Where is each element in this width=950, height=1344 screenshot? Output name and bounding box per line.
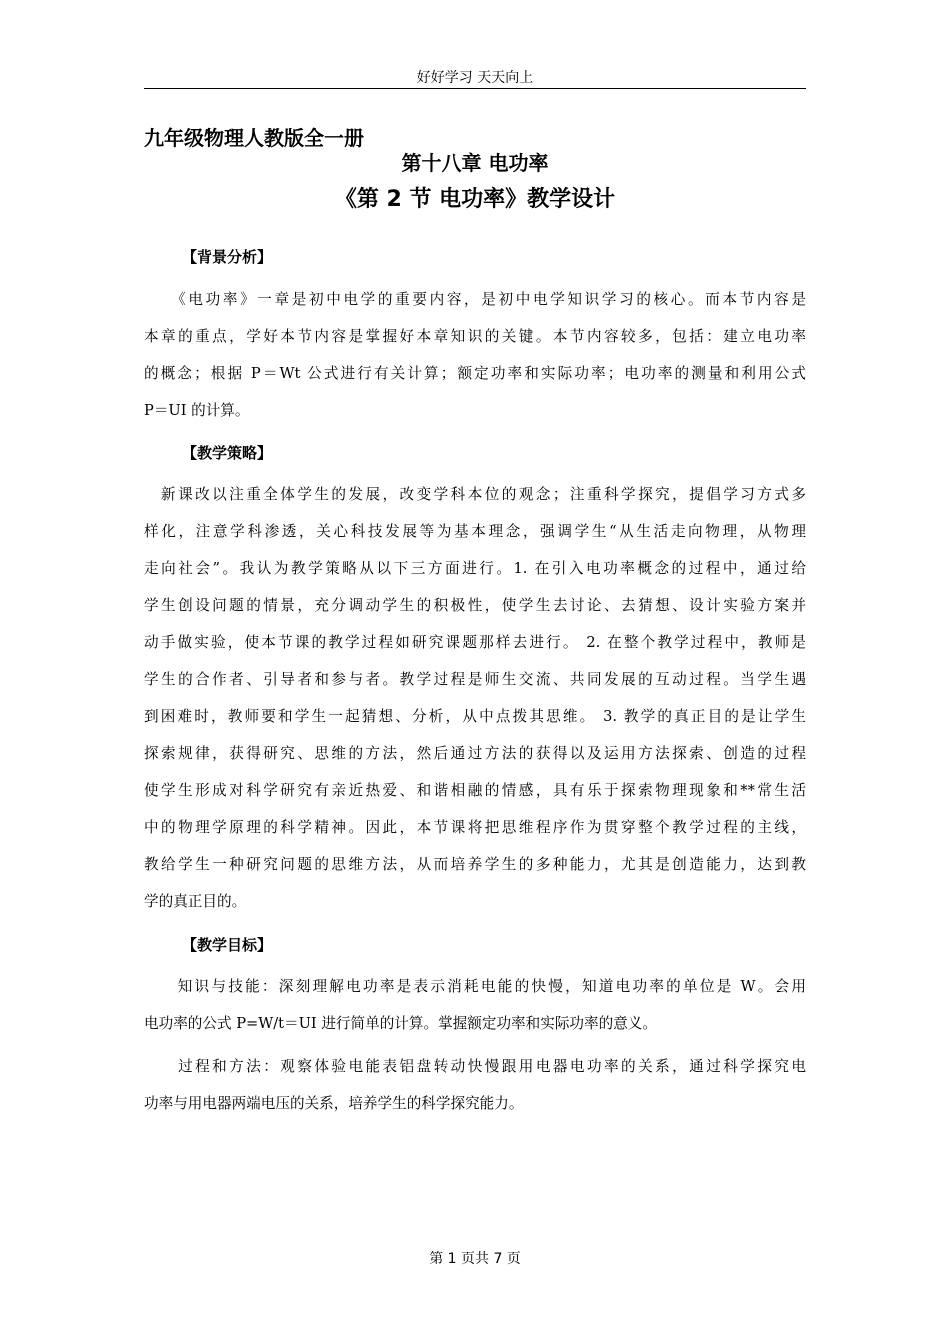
paragraph-line: 知识与技能：深刻理解电功率是表示消耗电能的快慢，知道电功率的单位是 W。会用	[144, 978, 806, 995]
lesson-title: 《第 2 节 电功率》教学设计	[334, 187, 616, 212]
paragraph-line: 中的物理学原理的科学精神。因此，本节课将把思维程序作为贯穿整个教学过程的主线，	[144, 819, 806, 836]
paragraph-line: 的概念；根据 P＝Wt 公式进行有关计算；额定功率和实际功率；电功率的测量和利用公式	[144, 365, 806, 382]
chapter-title: 第十八章 电功率	[401, 151, 549, 175]
objectives-process-paragraph	[144, 1048, 806, 1122]
strategy-paragraph	[144, 476, 806, 920]
objectives-knowledge-paragraph	[144, 968, 806, 1042]
paragraph-line: 学的真正目的。	[144, 893, 247, 910]
paragraph-line: 学生创设问题的情景，充分调动学生的积极性，使学生去讨论、去猜想、设计实验方案并	[144, 597, 806, 614]
paragraph-line: 功率与用电器两端电压的关系，培养学生的科学探究能力。	[144, 1095, 524, 1112]
paragraph-line: 电功率的公式 P=W/t＝UI 进行简单的计算。掌握额定功率和实际功率的意义。	[144, 1015, 657, 1032]
paragraph-line: 到困难时，教师要和学生一起猜想、分析，从中点拨其思维。 3. 教学的真正目的是让学生	[144, 708, 806, 725]
paragraph-line: 教给学生一种研究问题的思维方法，从而培养学生的多种能力，尤其是创造能力，达到教	[144, 856, 806, 873]
paragraph-line: 走向社会”。我认为教学策略从以下三方面进行。1. 在引入电功率概念的过程中，通过给	[144, 560, 806, 577]
paragraph-line: 动手做实验，使本节课的教学过程如研究课题那样去进行。 2. 在整个教学过程中，教师是	[144, 634, 806, 651]
book-title: 九年级物理人教版全一册	[144, 126, 364, 150]
paragraph-line: 本章的重点，学好本节内容是掌握好本章知识的关键。本节内容较多，包括：建立电功率	[144, 328, 806, 345]
paragraph-line: 使学生形成对科学研究有亲近热爱、和谐相融的情感，具有乐于探索物理现象和**常生活	[144, 782, 806, 799]
paragraph-line: 新课改以注重全体学生的发展，改变学科本位的观念；注重科学探究，提倡学习方式多	[144, 486, 806, 503]
paragraph-line: 《电功率》一章是初中电学的重要内容，是初中电学知识学习的核心。而本节内容是	[144, 291, 806, 308]
paragraph-line: P＝UI 的计算。	[144, 402, 250, 419]
background-paragraph	[144, 281, 806, 429]
paragraph-line: 过程和方法：观察体验电能表铝盘转动快慢跟用电器电功率的关系，通过科学探究电	[144, 1058, 806, 1075]
section-heading-background: 【背景分析】	[182, 248, 273, 266]
page-footer: 第 1 页共 7 页	[429, 1251, 521, 1267]
paragraph-line: 探索规律，获得研究、思维的方法，然后通过方法的获得以及运用方法探索、创造的过程	[144, 745, 806, 762]
section-heading-strategy: 【教学策略】	[182, 444, 273, 462]
section-heading-objectives: 【教学目标】	[182, 936, 273, 954]
page-header: 好好学习 天天向上	[144, 68, 806, 89]
paragraph-line: 学生的合作者、引导者和参与者。教学过程是师生交流、共同发展的互动过程。当学生遇	[144, 671, 806, 688]
paragraph-line: 样化，注意学科渗透，关心科技发展等为基本理念，强调学生“从生活走向物理，从物理	[144, 523, 806, 540]
